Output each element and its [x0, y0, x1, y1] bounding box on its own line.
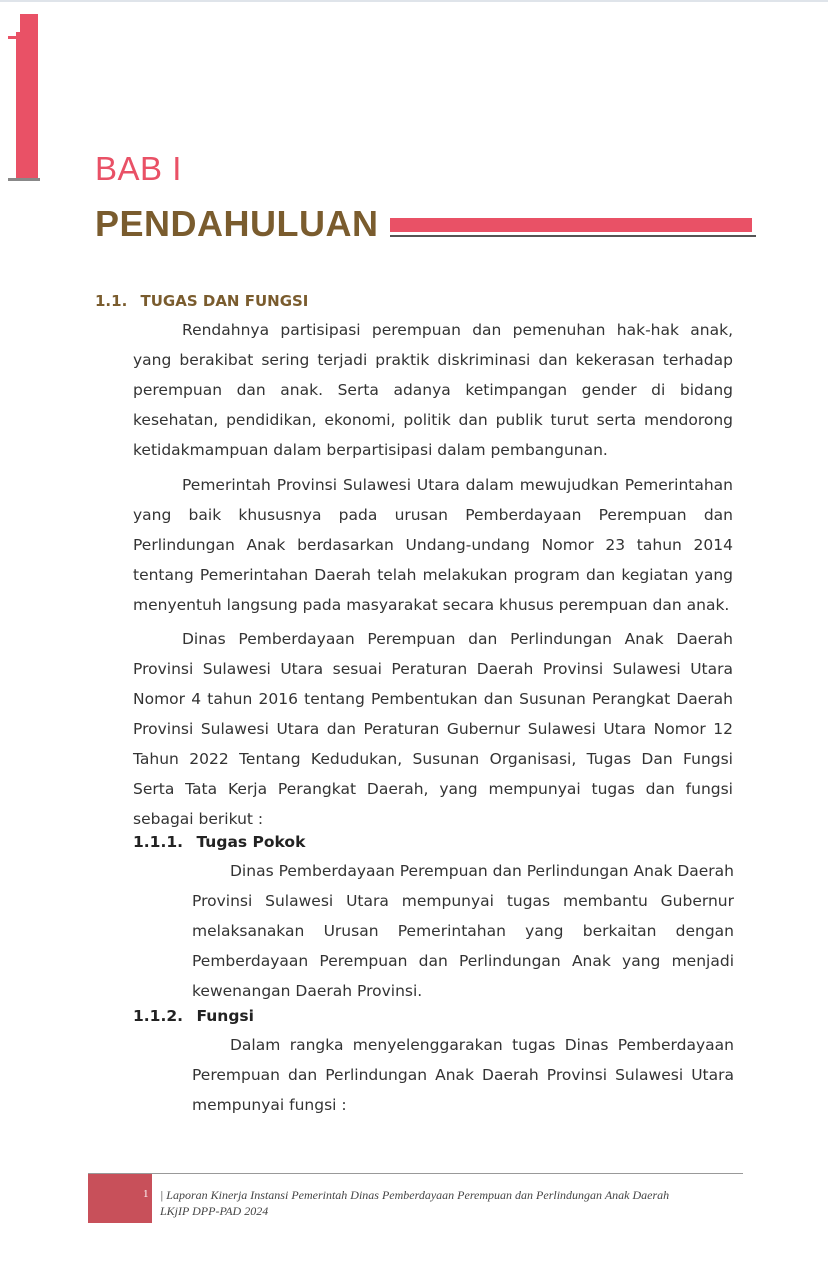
- subsection-heading-fungsi: [133, 1007, 254, 1025]
- title-rule-underline: [390, 235, 756, 237]
- chapter-bracket-decoration: [16, 14, 38, 180]
- bracket-tick: [8, 36, 17, 39]
- footer-rule: [88, 1173, 743, 1174]
- subsection-number: 1.1.1.: [133, 833, 184, 851]
- section-number: 1.1.: [95, 292, 128, 310]
- subsection-heading-tugas: [133, 833, 305, 851]
- bracket-underline: [8, 178, 40, 181]
- page-top-edge: [0, 0, 828, 2]
- bracket-notch: [8, 14, 20, 32]
- title-accent-rule: [390, 218, 752, 232]
- footer-line-1: | Laporan Kinerja Instansi Pemerintah Dinas Pemberdayaan Perempuan dan Perlindungan Anak Daerah: [160, 1188, 670, 1202]
- section-title: TUGAS DAN FUNGSI: [140, 292, 309, 310]
- subsection-text-tugas: Dinas Pemberdayaan Perempuan dan Perlindungan Anak Daerah Provinsi Sulawesi Utara mempunyai tugas membantu Gubernur melaksanakan Urusan Pemerintahan yang berkaitan dengan Pemberdayaan Perempuan dan Perlindungan Anak yang menjadi kewenangan Daerah Provinsi.: [192, 862, 734, 1000]
- subsection-title: Fungsi: [196, 1007, 254, 1025]
- subsection-title: Tugas Pokok: [196, 833, 306, 851]
- paragraph-1: Rendahnya partisipasi perempuan dan pemenuhan hak-hak anak, yang berakibat sering terjadi praktik diskriminasi dan kekerasan terhadap perempuan dan anak. Serta adanya ketimpangan gender di bidang kesehatan, pendidikan, ekonomi, politik dan publik turut serta mendorong ketidakmampuan dalam berpartisipasi dalam pembangunan.: [133, 321, 733, 459]
- chapter-label: BAB I: [95, 150, 182, 187]
- footer-caption: [160, 1187, 740, 1219]
- paragraph-2: Pemerintah Provinsi Sulawesi Utara dalam mewujudkan Pemerintahan yang baik khususnya pada urusan Pemberdayaan Perempuan dan Perlindungan Anak berdasarkan Undang-undang Nomor 23 tahun 2014 tentang Pemerintahan Daerah telah melakukan program dan kegiatan yang menyentuh langsung pada masyarakat secara khusus perempuan dan anak.: [133, 476, 733, 614]
- paragraph-3: Dinas Pemberdayaan Perempuan dan Perlindungan Anak Daerah Provinsi Sulawesi Utara sesuai Peraturan Daerah Provinsi Sulawesi Utara Nomor 4 tahun 2016 tentang Pembentukan dan Susunan Perangkat Daerah Provinsi Sulawesi Utara dan Peraturan Gubernur Sulawesi Utara Nomor 12 Tahun 2022 Tentang Kedudukan, Susunan Organisasi, Tugas Dan Fungsi Serta Tata Kerja Perangkat Daerah, yang mempunyai tugas dan fungsi sebagai berikut :: [133, 630, 733, 828]
- subsection-text-fungsi: Dalam rangka menyelenggarakan tugas Dinas Pemberdayaan Perempuan dan Perlindungan Anak Daerah Provinsi Sulawesi Utara mempunyai fungsi :: [192, 1036, 734, 1114]
- subsection-number: 1.1.2.: [133, 1007, 184, 1025]
- footer-line-2: LKjIP DPP-PAD 2024: [160, 1204, 269, 1218]
- chapter-title: PENDAHULUAN: [95, 203, 379, 244]
- section-heading: [95, 292, 308, 310]
- page-number: 1: [143, 1188, 149, 1200]
